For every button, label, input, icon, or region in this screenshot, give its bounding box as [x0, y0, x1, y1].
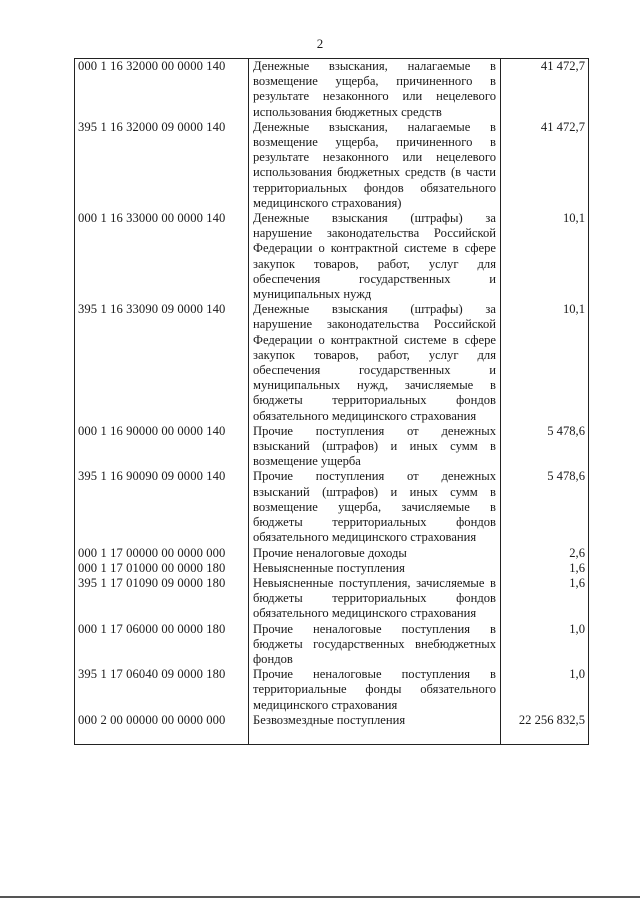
revenue-name: Денежные взыскания (штрафы) за нарушение законодательства Российской Федерации о контрактной системе в сфере закупок товаров, работ, услуг для обеспечения государственных и муниципальных нужд, зачисляемые в бюджеты территориальных фондов обязательного медицинского страхования [249, 302, 501, 424]
revenue-name: Прочие неналоговые доходы [249, 546, 501, 561]
revenue-name: Денежные взыскания, налагаемые в возмещение ущерба, причиненного в результате незаконного или нецелевого использования бюджетных средств [249, 59, 501, 120]
budget-code: 000 1 16 33000 00 0000 140 [75, 211, 249, 302]
revenue-name: Невыясненные поступления, зачисляемые в бюджеты территориальных фондов обязательного медицинского страхования [249, 576, 501, 622]
table-row [75, 576, 589, 622]
table-row [75, 546, 589, 561]
amount: 5 478,6 [501, 424, 589, 470]
amount: 1,6 [501, 576, 589, 622]
budget-revenue-table [74, 58, 589, 745]
budget-code: 000 1 16 32000 00 0000 140 [75, 59, 249, 120]
budget-code: 395 1 17 01090 09 0000 180 [75, 576, 249, 622]
table-row [75, 469, 589, 545]
budget-code: 000 1 16 90000 00 0000 140 [75, 424, 249, 470]
budget-code: 000 1 17 06000 00 0000 180 [75, 622, 249, 668]
budget-code: 000 2 00 00000 00 0000 000 [75, 713, 249, 745]
budget-code: 395 1 16 33090 09 0000 140 [75, 302, 249, 424]
amount: 1,0 [501, 622, 589, 668]
amount: 41 472,7 [501, 120, 589, 211]
table-row [75, 59, 589, 120]
budget-code: 395 1 16 90090 09 0000 140 [75, 469, 249, 545]
page-number: 2 [316, 36, 324, 51]
revenue-name: Прочие поступления от денежных взысканий (штрафов) и иных сумм в возмещение ущерба, зачисляемые в бюджеты территориальных фондов обязательного медицинского страхования [249, 469, 501, 545]
table-row [75, 302, 589, 424]
budget-code: 395 1 17 06040 09 0000 180 [75, 667, 249, 713]
budget-code: 395 1 16 32000 09 0000 140 [75, 120, 249, 211]
budget-code: 000 1 17 00000 00 0000 000 [75, 546, 249, 561]
revenue-name: Прочие неналоговые поступления в территориальные фонды обязательного медицинского страхования [249, 667, 501, 713]
amount: 5 478,6 [501, 469, 589, 545]
amount: 10,1 [501, 302, 589, 424]
amount: 41 472,7 [501, 59, 589, 120]
amount: 2,6 [501, 546, 589, 561]
revenue-name: Прочие неналоговые поступления в бюджеты государственных внебюджетных фондов [249, 622, 501, 668]
table-row [75, 667, 589, 713]
table-row [75, 120, 589, 211]
revenue-name: Прочие поступления от денежных взысканий (штрафов) и иных сумм в возмещение ущерба [249, 424, 501, 470]
revenue-name: Безвозмездные поступления [249, 713, 501, 745]
table-row [75, 424, 589, 470]
budget-code: 000 1 17 01000 00 0000 180 [75, 561, 249, 576]
table-row [75, 561, 589, 576]
amount: 22 256 832,5 [501, 713, 589, 745]
revenue-name: Невыясненные поступления [249, 561, 501, 576]
page-bottom-rule [0, 896, 640, 898]
amount: 10,1 [501, 211, 589, 302]
amount: 1,0 [501, 667, 589, 713]
table-row [75, 622, 589, 668]
amount: 1,6 [501, 561, 589, 576]
table-row [75, 211, 589, 302]
table-row [75, 713, 589, 745]
revenue-name: Денежные взыскания, налагаемые в возмещение ущерба, причиненного в результате незаконного или нецелевого использования бюджетных средств (в части территориальных фондов обязательного медицинского страхования) [249, 120, 501, 211]
revenue-name: Денежные взыскания (штрафы) за нарушение законодательства Российской Федерации о контрактной системе в сфере закупок товаров, работ, услуг для обеспечения государственных и муниципальных нужд [249, 211, 501, 302]
